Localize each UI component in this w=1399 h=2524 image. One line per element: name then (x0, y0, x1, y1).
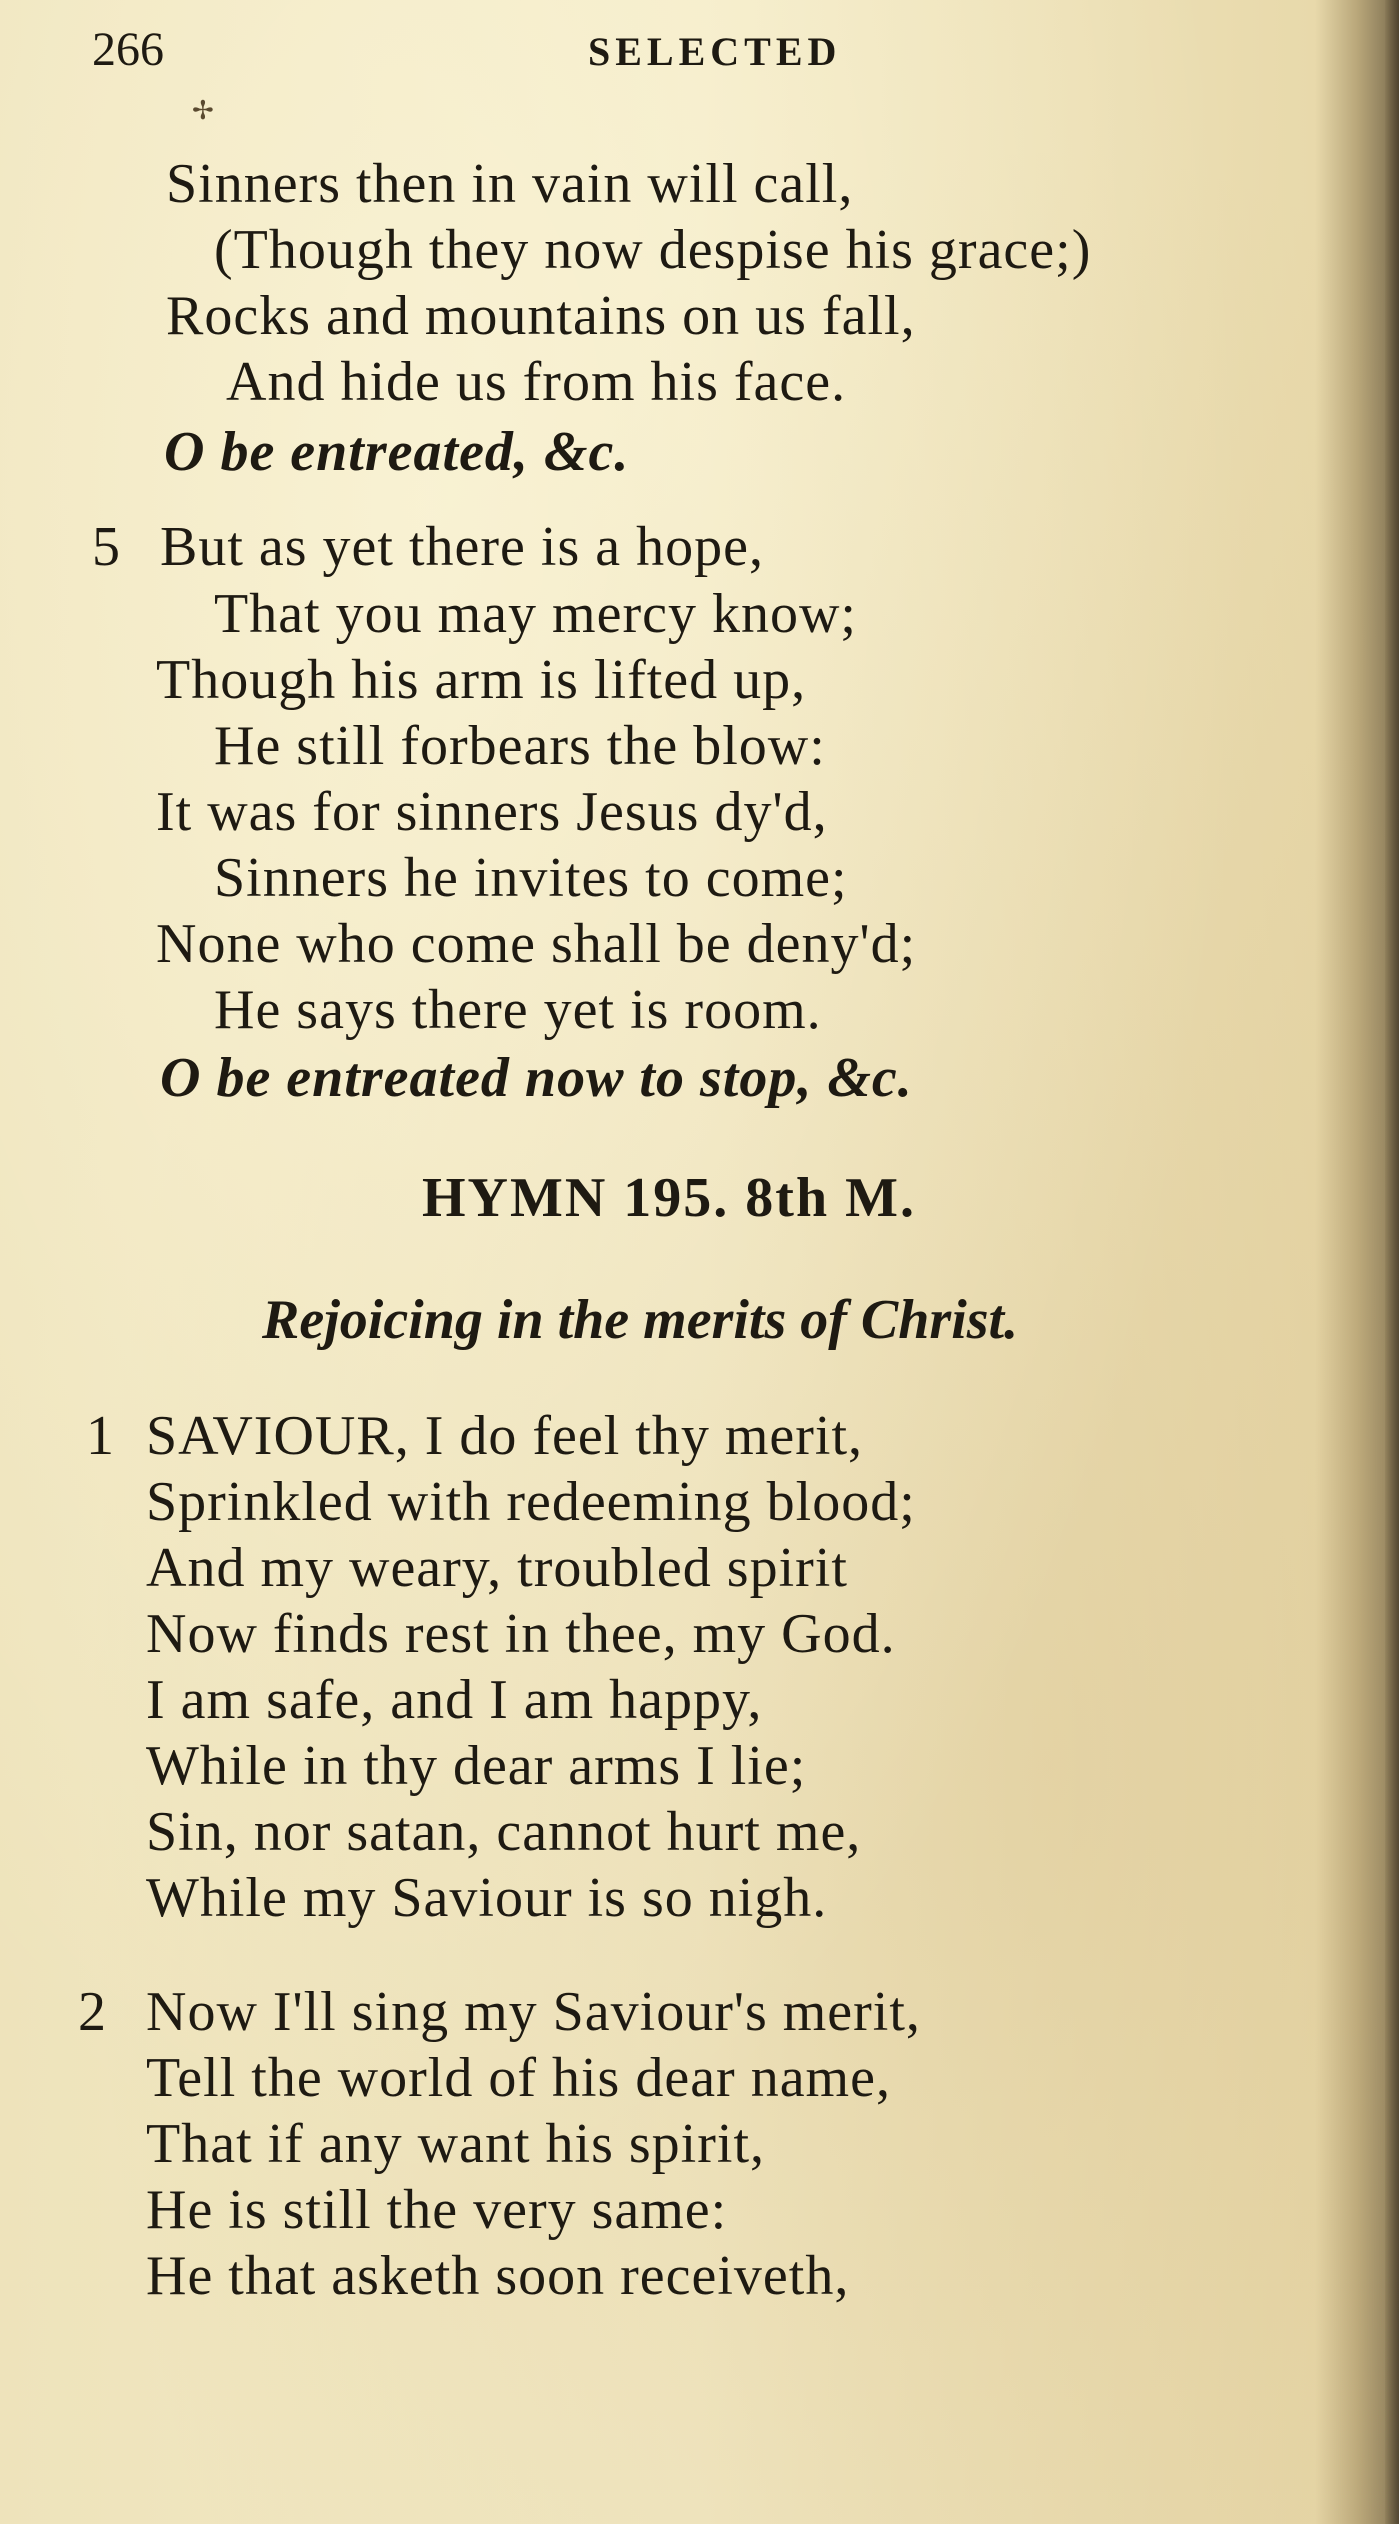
page-edge-shadow (1385, 0, 1399, 2524)
verse-line: While in thy dear arms I lie; (146, 1735, 807, 1797)
verse-line: That you may mercy know; (214, 583, 857, 645)
verse-line: Sprinkled with redeeming blood; (146, 1471, 916, 1533)
stanza-number: 5 (92, 516, 120, 578)
verse-line: SAVIOUR, I do feel thy merit, (146, 1405, 863, 1467)
verse-line: That if any want his spirit, (146, 2113, 766, 2175)
verse-line: And hide us from his face. (226, 351, 847, 413)
refrain-line: O be entreated now to stop, &c. (160, 1047, 913, 1109)
verse-line: Now finds rest in thee, my God. (146, 1603, 896, 1665)
verse-line: He says there yet is room. (214, 979, 822, 1041)
stanza-number: 2 (78, 1981, 106, 2043)
verse-line: It was for sinners Jesus dy'd, (156, 781, 828, 843)
verse-line: Sin, nor satan, cannot hurt me, (146, 1801, 862, 1863)
printer-flourish-icon: ✢ (192, 96, 214, 125)
verse-line: He is still the very same: (146, 2179, 728, 2241)
page-number: 266 (92, 23, 164, 76)
verse-line: And my weary, troubled spirit (146, 1537, 848, 1599)
verse-line: Though his arm is lifted up, (156, 649, 807, 711)
verse-line: I am safe, and I am happy, (146, 1669, 763, 1731)
stanza-number: 1 (86, 1405, 114, 1467)
verse-line: Now I'll sing my Saviour's merit, (146, 1981, 921, 2043)
verse-line: He still forbears the blow: (214, 715, 826, 777)
verse-line: While my Saviour is so nigh. (146, 1867, 828, 1929)
refrain-line: O be entreated, &c. (164, 421, 630, 483)
hymn-title: HYMN 195. 8th M. (422, 1167, 916, 1229)
verse-line: Sinners then in vain will call, (166, 153, 854, 215)
verse-line: (Though they now despise his grace;) (214, 219, 1092, 281)
verse-line: Tell the world of his dear name, (146, 2047, 891, 2109)
running-title: SELECTED (588, 29, 842, 74)
verse-line: Sinners he invites to come; (214, 847, 848, 909)
verse-line: He that asketh soon receiveth, (146, 2245, 850, 2307)
verse-line: Rocks and mountains on us fall, (166, 285, 916, 347)
hymn-subtitle: Rejoicing in the merits of Christ. (262, 1289, 1019, 1351)
verse-line: None who come shall be deny'd; (156, 913, 917, 975)
verse-line: But as yet there is a hope, (160, 516, 764, 578)
